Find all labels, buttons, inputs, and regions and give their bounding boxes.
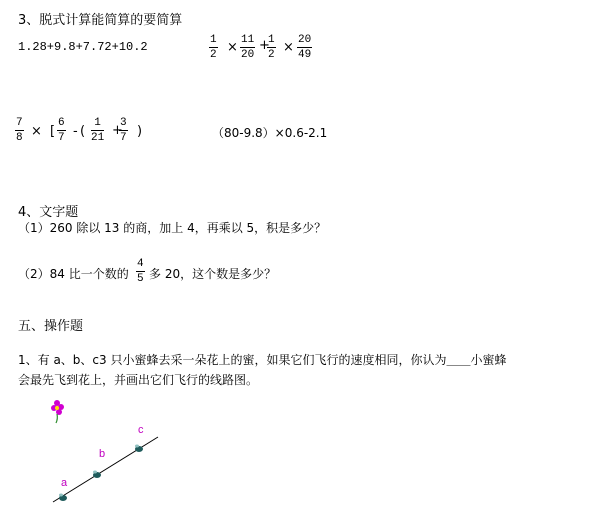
expression-1: 1.28+9.8+7.72+10.2 bbox=[18, 40, 148, 54]
fraction: $\frac{6}{7}$ bbox=[58, 117, 65, 144]
operation-question-line-2: 会最先飞到花上，并画出它们飞行的线路图。 bbox=[18, 373, 259, 387]
expression-4: （80-9.8）×0.6-2.1 bbox=[212, 126, 328, 140]
bee-c-icon bbox=[135, 445, 143, 453]
section3-heading: 3、脱式计算能简算的要简算 bbox=[18, 13, 183, 28]
fraction: $\frac{4}{5}$ bbox=[137, 258, 144, 285]
section4-heading: 4、文字题 bbox=[18, 205, 79, 220]
bee-label-b: b bbox=[99, 448, 106, 460]
fraction: $\frac{3}{7}$ bbox=[120, 117, 127, 144]
flower-icon bbox=[51, 400, 64, 423]
operation-question-line-1: 1、有 a、b、c3 只小蜜蜂去采一朵花上的蜜，如果它们飞行的速度相同，你认为＿＿小蜜蜂 bbox=[18, 353, 507, 367]
section5-heading: 五、操作题 bbox=[18, 319, 84, 334]
fraction: $\frac{1}{2}$ bbox=[210, 34, 217, 61]
fraction: $\frac{11}{20}$ bbox=[241, 34, 255, 61]
fraction: $\frac{7}{8}$ bbox=[16, 117, 23, 144]
fraction: $\frac{1}{2}$ bbox=[268, 34, 275, 61]
bee-b-icon bbox=[93, 471, 101, 479]
bee-label-a: a bbox=[61, 477, 68, 489]
fraction: $\frac{20}{49}$ bbox=[298, 34, 312, 61]
bee-label-c: c bbox=[138, 424, 144, 436]
fraction: $\frac{1}{21}$ bbox=[91, 117, 105, 144]
flight-line bbox=[53, 437, 158, 502]
question-1: （1）260 除以 13 的商，加上 4，再乘以 5，积是多少？ bbox=[18, 221, 327, 235]
